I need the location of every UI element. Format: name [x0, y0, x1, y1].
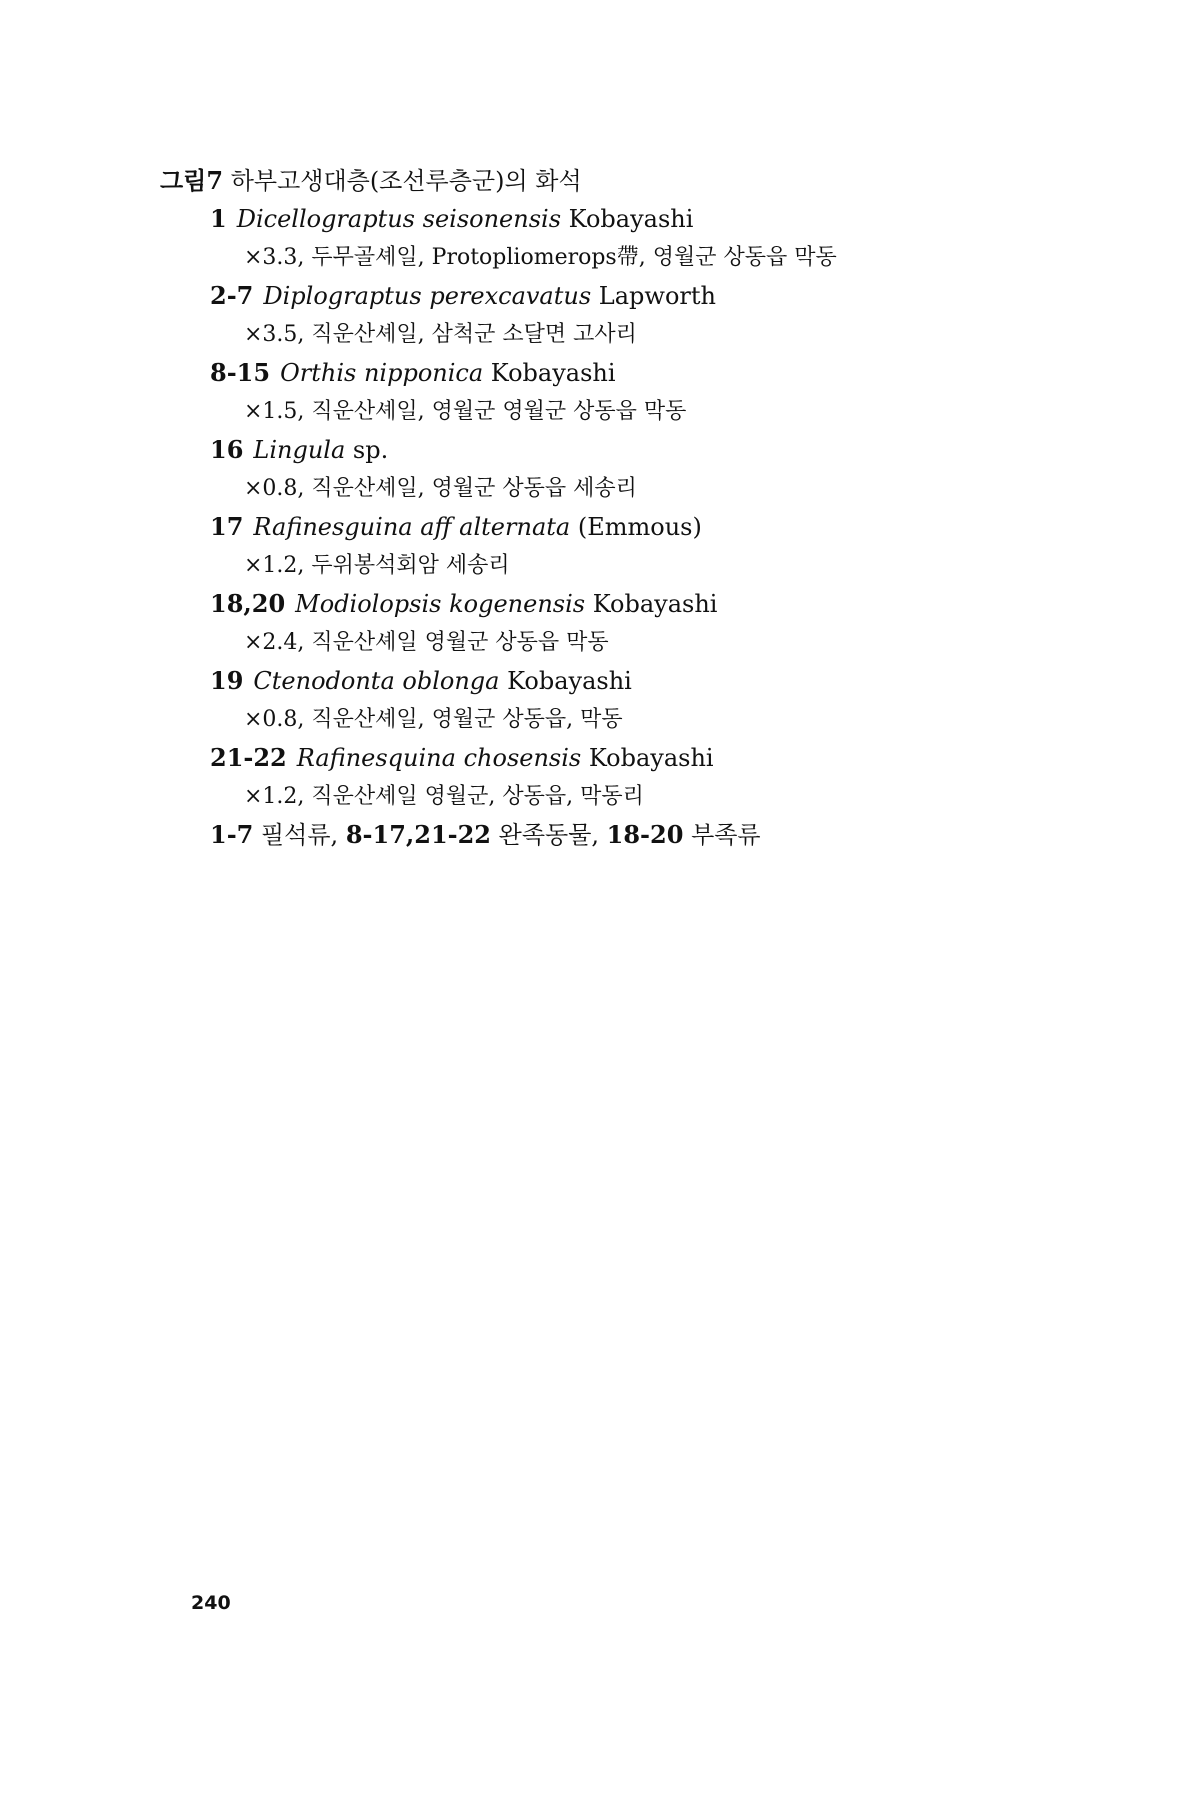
- entry-name: [160, 431, 920, 470]
- entry-info: ×0.8, 직운산셰일, 영월군 상동읍 세송리: [244, 475, 637, 501]
- entry-number: 16: [210, 435, 244, 464]
- entry-info: ×1.2, 두위봉석회암 세송리: [244, 552, 510, 578]
- entry-number: 17: [210, 512, 244, 541]
- summary-group: 필석류,: [261, 821, 339, 849]
- entry-info: ×1.5, 직운산셰일, 영월군 영월군 상동읍 막동: [244, 398, 687, 424]
- summary-group: 완족동물,: [498, 821, 600, 849]
- entry-number: 19: [210, 666, 244, 695]
- figure-caption: [160, 162, 920, 855]
- summary-range: 8-17,21-22: [345, 820, 491, 849]
- summary-range: 18-20: [606, 820, 684, 849]
- summary-range: 1-7: [210, 820, 254, 849]
- entry-number: 2-7: [210, 281, 254, 310]
- page-number: 240: [191, 1592, 231, 1614]
- entry-name: [160, 200, 920, 239]
- species: nipponica: [363, 359, 484, 387]
- species: oblonga: [402, 667, 500, 695]
- author: Kobayashi: [568, 205, 694, 233]
- author: Kobayashi: [507, 667, 632, 695]
- summary-group: 부족류: [691, 821, 761, 849]
- genus: Ctenodonta: [253, 667, 395, 695]
- species: aff alternata: [420, 513, 571, 541]
- entry-name: [160, 662, 920, 701]
- author: sp.: [352, 436, 389, 464]
- classification-summary: [160, 816, 920, 855]
- entry-number: 21-22: [210, 743, 287, 772]
- entry-number: 18,20: [210, 589, 286, 618]
- genus: Rafinesguina: [253, 513, 413, 541]
- genus: Rafinesquina: [296, 744, 456, 772]
- entry-name: [160, 739, 920, 778]
- genus: Lingula: [253, 436, 346, 464]
- genus: Dicellograptus: [236, 205, 415, 233]
- entry-info: ×1.2, 직운산셰일 영월군, 상동읍, 막동리: [244, 783, 644, 809]
- genus: Diplograptus: [263, 282, 422, 310]
- entry-name: [160, 354, 920, 393]
- genus: Modiolopsis: [295, 590, 442, 618]
- author: Lapworth: [598, 282, 716, 310]
- entry-name: [160, 277, 920, 316]
- species: chosensis: [463, 744, 582, 772]
- author: Kobayashi: [592, 590, 718, 618]
- figure-title: 하부고생대층(조선루층군)의 화석: [230, 167, 582, 195]
- species: seisonensis: [422, 205, 562, 233]
- genus: Orthis: [280, 359, 357, 387]
- species: kogenensis: [449, 590, 586, 618]
- author: (Emmous): [577, 513, 702, 541]
- entry-info: ×2.4, 직운산셰일 영월군 상동읍 막동: [244, 629, 609, 655]
- entry-info: ×0.8, 직운산셰일, 영월군 상동읍, 막동: [244, 706, 623, 732]
- entry-number: 8-15: [210, 358, 271, 387]
- entry-name: [160, 508, 920, 547]
- author: Kobayashi: [490, 359, 616, 387]
- entry-number: 1: [210, 204, 227, 233]
- entry-name: [160, 585, 920, 624]
- species: perexcavatus: [429, 282, 592, 310]
- figure-label: 그림7: [160, 166, 224, 195]
- entry-info: ×3.3, 두무골셰일, Protopliomerops帶, 영월군 상동읍 막동: [244, 244, 837, 270]
- caption-heading: [160, 162, 920, 200]
- author: Kobayashi: [588, 744, 714, 772]
- entry-info: ×3.5, 직운산셰일, 삼척군 소달면 고사리: [244, 321, 637, 347]
